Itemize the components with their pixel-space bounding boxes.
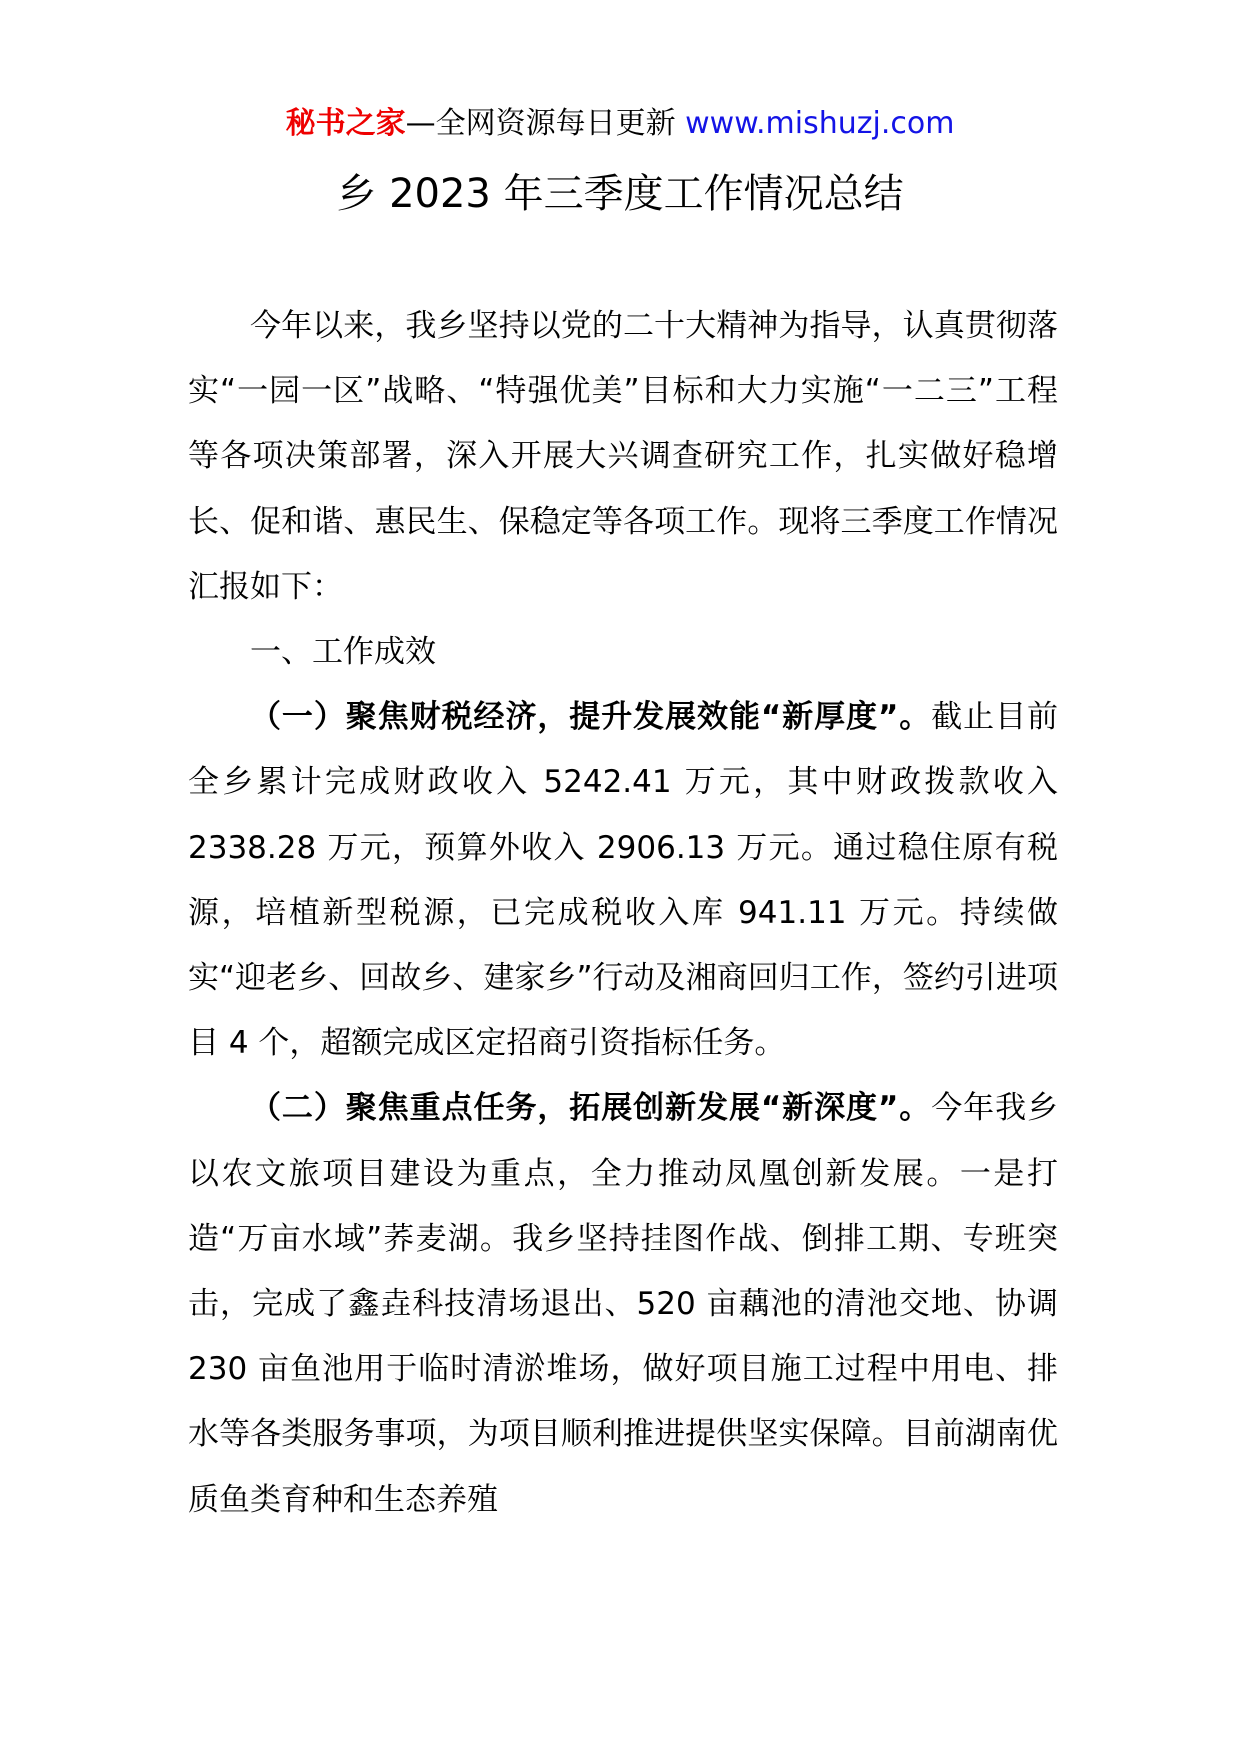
item-paragraph-1: [188, 685, 1058, 1076]
section-heading: 一、工作成效: [250, 634, 436, 671]
item-heading-1: （一）聚焦财税经济，提升发展效能“新厚度”。: [250, 699, 932, 736]
brand-name: 秘书之家: [285, 106, 406, 141]
site-url-link[interactable]: www.mishuzj.com: [685, 106, 955, 141]
item-heading-2: （二）聚焦重点任务，拓展创新发展“新深度”。: [250, 1090, 932, 1127]
item-paragraph-2: [188, 1076, 1058, 1532]
document-body: [188, 294, 1058, 1533]
item-text-2: 今年我乡以农文旅项目建设为重点，全力推动凤凰创新发展。一是打造“万亩水域”荞麦湖。我乡坚持挂图作战、倒排工期、专班突击，完成了鑫垚科技清场退出、520 亩藕池的清池交地、协调 230 亩鱼池用于临时清淤堆场，做好项目施工过程中用电、排水等各类服务事项，为项目顺利推进提供坚实保障。目前湖南优质鱼类育种和生态养殖: [188, 1090, 1059, 1518]
item-text-1: 截止目前全乡累计完成财政收入 5242.41 万元，其中财政拨款收入 2338.28 万元，预算外收入 2906.13 万元。通过稳住原有税源，培植新型税源，已完成税收入库 941.11 万元。持续做实“迎老乡、回故乡、建家乡”行动及湘商回归工作，签约引进项目 4 个，超额完成区定招商引资指标任务。: [188, 699, 1059, 1062]
site-header: [0, 104, 1240, 144]
header-slogan: —全网资源每日更新: [405, 106, 686, 141]
document-title: 乡 2023 年三季度工作情况总结: [336, 171, 904, 217]
intro-paragraph: 今年以来，我乡坚持以党的二十大精神为指导，认真贯彻落实“一园一区”战略、“特强优美”目标和大力实施“一二三”工程等各项决策部署，深入开展大兴调查研究工作，扎实做好稳增长、促和谐、惠民生、保稳定等各项工作。现将三季度工作情况汇报如下：: [188, 308, 1058, 605]
